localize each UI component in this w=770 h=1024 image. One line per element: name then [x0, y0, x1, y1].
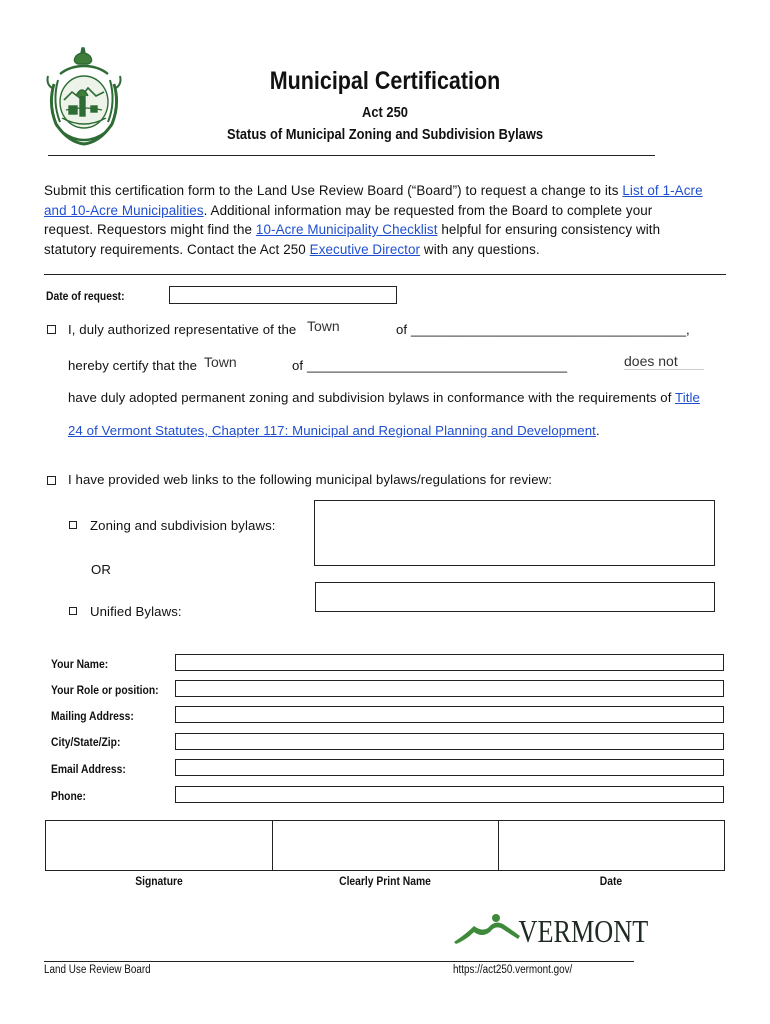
vermont-logo-icon	[452, 912, 522, 946]
footer-divider	[44, 961, 634, 962]
footer-org: Land Use Review Board	[44, 964, 151, 976]
signature-field[interactable]	[45, 820, 273, 871]
role-field[interactable]	[175, 680, 724, 697]
vermont-seal-icon	[42, 44, 126, 148]
name-label: Your Name:	[51, 657, 109, 671]
cert-text: have duly adopted permanent zoning and subdivision bylaws in conformance with the requirements of	[68, 390, 676, 405]
municipality-field-1[interactable]: of _____________________________________,	[396, 322, 690, 337]
intro-text: helpful for ensuring consistency with	[437, 222, 661, 237]
date-signed-field[interactable]	[498, 820, 725, 871]
role-label: Your Role or position:	[51, 683, 159, 697]
link-title24[interactable]: Title	[675, 390, 700, 405]
link-acre-list-cont[interactable]: and 10-Acre Municipalities	[44, 202, 204, 218]
web-links-checkbox[interactable]	[47, 476, 56, 485]
cert-line1: I, duly authorized representative of the	[68, 322, 297, 337]
link-checklist[interactable]: 10-Acre Municipality Checklist	[255, 222, 438, 237]
date-label: Date of request:	[46, 289, 125, 303]
name-field[interactable]	[175, 654, 724, 671]
intro-text: statutory requirements. Contact the Act 250	[44, 241, 310, 257]
city-field[interactable]	[175, 733, 724, 750]
print-name-field[interactable]	[272, 820, 499, 871]
cert-line2: hereby certify that the	[68, 358, 198, 373]
header-divider	[48, 155, 655, 156]
intro-text: with any questions.	[420, 241, 540, 257]
intro-text: Submit this certification form to the Land Use Review Board (“Board”) to request a change to its	[44, 183, 623, 198]
email-label: Email Address:	[51, 762, 126, 776]
intro-text: . Additional information may be requested from the Board to complete your	[203, 202, 653, 218]
town-select-2[interactable]: Town	[204, 354, 237, 370]
act-number: Act 250	[362, 104, 408, 121]
city-label: City/State/Zip:	[51, 735, 121, 749]
mailing-label: Mailing Address:	[51, 709, 134, 723]
zoning-url-field[interactable]	[314, 500, 715, 566]
link-executive-director[interactable]: Executive Director	[309, 241, 421, 257]
page-subtitle: Status of Municipal Zoning and Subdivision Bylaws	[226, 126, 544, 143]
print-name-label: Clearly Print Name	[339, 874, 431, 888]
status-select[interactable]: does not	[624, 353, 704, 370]
email-field[interactable]	[175, 759, 724, 776]
page-title: Municipal Certification	[269, 67, 501, 95]
cert-text: .	[595, 423, 600, 438]
footer-url: https://act250.vermont.gov/	[453, 964, 573, 976]
town-select-1[interactable]: Town	[307, 318, 340, 334]
or-label: OR	[91, 562, 111, 577]
phone-field[interactable]	[175, 786, 724, 803]
date-field[interactable]	[169, 286, 397, 304]
mailing-field[interactable]	[175, 706, 724, 723]
zoning-label: Zoning and subdivision bylaws:	[90, 518, 276, 533]
unified-checkbox[interactable]	[69, 607, 77, 615]
intro-paragraph	[44, 181, 703, 259]
phone-label: Phone:	[51, 789, 86, 803]
unified-url-field[interactable]	[315, 582, 715, 612]
vermont-logo-text: VERMONT	[518, 913, 649, 949]
intro-divider	[44, 274, 726, 275]
certify-checkbox[interactable]	[47, 325, 56, 334]
zoning-checkbox[interactable]	[69, 521, 77, 529]
cert-line3	[68, 390, 700, 405]
link-acre-list[interactable]: List of 1-Acre	[622, 183, 703, 198]
date-signed-label: Date	[599, 874, 623, 888]
intro-text: request. Requestors might find the	[44, 222, 256, 237]
link-title24-cont[interactable]: 24 of Vermont Statutes, Chapter 117: Municipal and Regional Planning and Development	[68, 423, 596, 438]
cert-line4	[68, 423, 600, 438]
signature-label: Signature	[135, 874, 183, 888]
municipality-field-2[interactable]: of ___________________________________	[292, 358, 568, 373]
unified-label: Unified Bylaws:	[90, 604, 182, 619]
web-links-label: I have provided web links to the following municipal bylaws/regulations for review:	[68, 472, 553, 487]
